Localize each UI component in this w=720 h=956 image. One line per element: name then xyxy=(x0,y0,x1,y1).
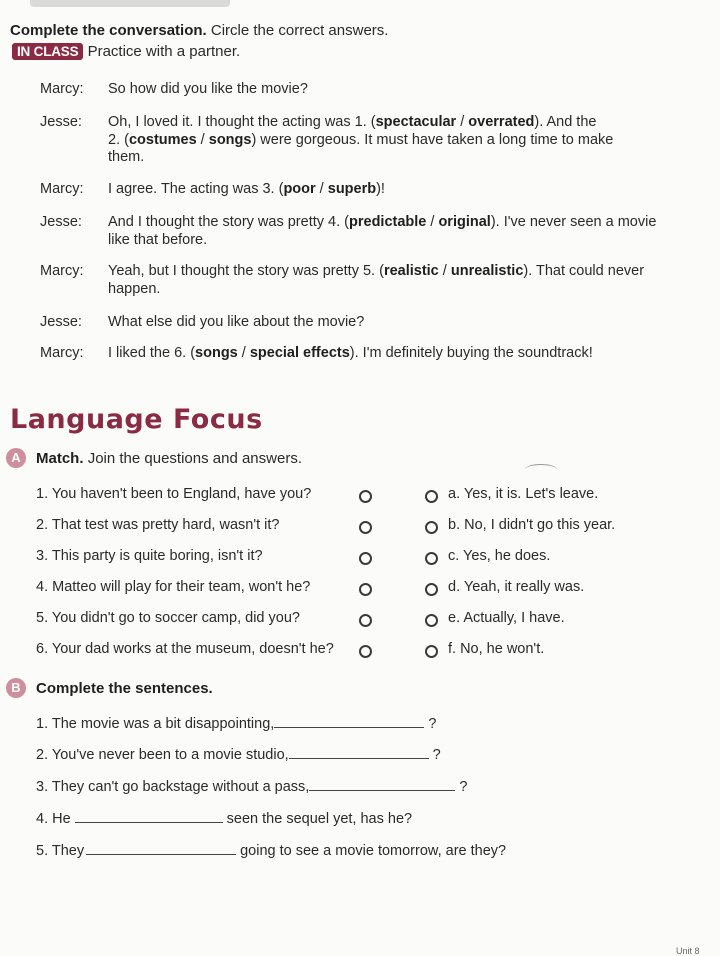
answer-option[interactable]: spectacular xyxy=(375,114,457,130)
section-b-badge: B xyxy=(6,678,26,698)
answer-option[interactable]: songs xyxy=(195,345,238,361)
page-footer: Unit 8 xyxy=(676,946,700,956)
answer-option[interactable]: realistic xyxy=(383,263,439,279)
answer-option[interactable]: overrated xyxy=(468,114,535,130)
conversation-instructions xyxy=(10,22,388,39)
instructions-text: Circle the correct answers. xyxy=(210,22,389,39)
answer-blank[interactable] xyxy=(75,810,223,823)
question-dot[interactable] xyxy=(359,521,372,534)
match-question: 2. That test was pretty hard, wasn't it? xyxy=(36,517,280,533)
speaker-label: Marcy: xyxy=(40,263,84,279)
dialogue-line xyxy=(108,81,668,99)
answer-option[interactable]: poor xyxy=(283,181,316,197)
dialogue-line: I liked the 6. (songs / special effects). I'm definitely buying the soundtrack! xyxy=(108,345,593,361)
sentence-item: 1. The movie was a bit disappointing, ? xyxy=(36,716,437,732)
question-dot[interactable] xyxy=(359,583,372,596)
answer-option[interactable]: original xyxy=(438,214,491,230)
speaker-label: Marcy: xyxy=(40,81,84,97)
match-answer: a. Yes, it is. Let's leave. xyxy=(448,486,599,502)
answer-blank[interactable] xyxy=(274,715,424,728)
dialogue-line: What else did you like about the movie? xyxy=(108,314,365,330)
dialogue-line: I agree. The acting was 3. (poor / superb)! xyxy=(108,181,385,197)
speaker-label: Jesse: xyxy=(40,114,82,130)
answer-dot[interactable] xyxy=(425,583,438,596)
answer-option[interactable]: songs xyxy=(208,131,252,148)
sentence-item: 5. They going to see a movie tomorrow, are they? xyxy=(36,843,507,859)
match-answer: d. Yeah, it really was. xyxy=(448,579,585,595)
pencil-mark xyxy=(525,464,557,475)
match-question: 5. You didn't go to soccer camp, did you? xyxy=(36,610,300,626)
match-answer: b. No, I didn't go this year. xyxy=(448,517,616,533)
match-answer: f. No, he won't. xyxy=(448,641,545,657)
match-question: 3. This party is quite boring, isn't it? xyxy=(36,548,263,564)
answer-dot[interactable] xyxy=(425,614,438,627)
dialogue-line: Yeah, but I thought the story was pretty 5. (realistic / unrealistic). That could never happen. xyxy=(108,263,645,297)
dialogue-text: 2. (costumes / songs) were gorgeous. It must have taken a long time to make xyxy=(108,131,614,148)
dialogue-line: And I thought the story was pretty 4. (predictable / original). I've never seen a movie like that before. xyxy=(108,214,657,248)
match-question: 1. You haven't been to England, have you? xyxy=(36,486,312,502)
match-question: 6. Your dad works at the museum, doesn't he? xyxy=(36,641,334,657)
question-dot[interactable] xyxy=(359,614,372,627)
answer-dot[interactable] xyxy=(425,521,438,534)
section-title: Language Focus xyxy=(10,404,263,435)
section-a-label: Match. Join the questions and answers. xyxy=(36,450,302,467)
section-b-label: Complete the sentences. xyxy=(36,680,213,697)
in-class-badge: IN CLASS xyxy=(12,43,83,60)
speaker-label: Marcy: xyxy=(40,345,84,361)
answer-option[interactable]: special effects xyxy=(249,345,350,361)
answer-blank[interactable] xyxy=(86,842,236,855)
answer-dot[interactable] xyxy=(425,645,438,658)
answer-dot[interactable] xyxy=(425,552,438,565)
header-remnant xyxy=(30,0,230,7)
sentence-item: 3. They can't go backstage without a pass, ? xyxy=(36,779,468,795)
practice-text: Practice with a partner. xyxy=(87,43,241,60)
section-a-badge: A xyxy=(6,448,26,468)
match-answer: e. Actually, I have. xyxy=(448,610,565,626)
question-dot[interactable] xyxy=(359,490,372,503)
speaker-label: Marcy: xyxy=(40,181,84,197)
question-dot[interactable] xyxy=(359,552,372,565)
in-class-row xyxy=(12,43,240,60)
sentence-item: 2. You've never been to a movie studio, ? xyxy=(36,747,441,763)
answer-option[interactable]: superb xyxy=(327,181,377,197)
answer-option[interactable]: costumes xyxy=(128,131,197,148)
sentence-item: 4. He seen the sequel yet, has he? xyxy=(36,811,413,827)
answer-blank[interactable] xyxy=(309,778,455,791)
dialogue-text: Oh, I loved it. I thought the acting was 1. (spectacular / overrated). And the xyxy=(108,114,597,130)
speaker-label: Jesse: xyxy=(40,314,82,330)
dialogue-text: So how did you like the movie? xyxy=(108,81,308,97)
answer-blank[interactable] xyxy=(289,746,429,759)
answer-option[interactable]: predictable xyxy=(349,214,427,230)
dialogue-text: them. xyxy=(108,149,145,165)
dialogue-line xyxy=(108,114,668,167)
answer-dot[interactable] xyxy=(425,490,438,503)
match-answer: c. Yes, he does. xyxy=(448,548,551,564)
instructions-title: Complete the conversation. xyxy=(10,22,207,39)
answer-option[interactable]: unrealistic xyxy=(450,263,524,279)
question-dot[interactable] xyxy=(359,645,372,658)
speaker-label: Jesse: xyxy=(40,214,82,230)
match-question: 4. Matteo will play for their team, won't he? xyxy=(36,579,311,595)
